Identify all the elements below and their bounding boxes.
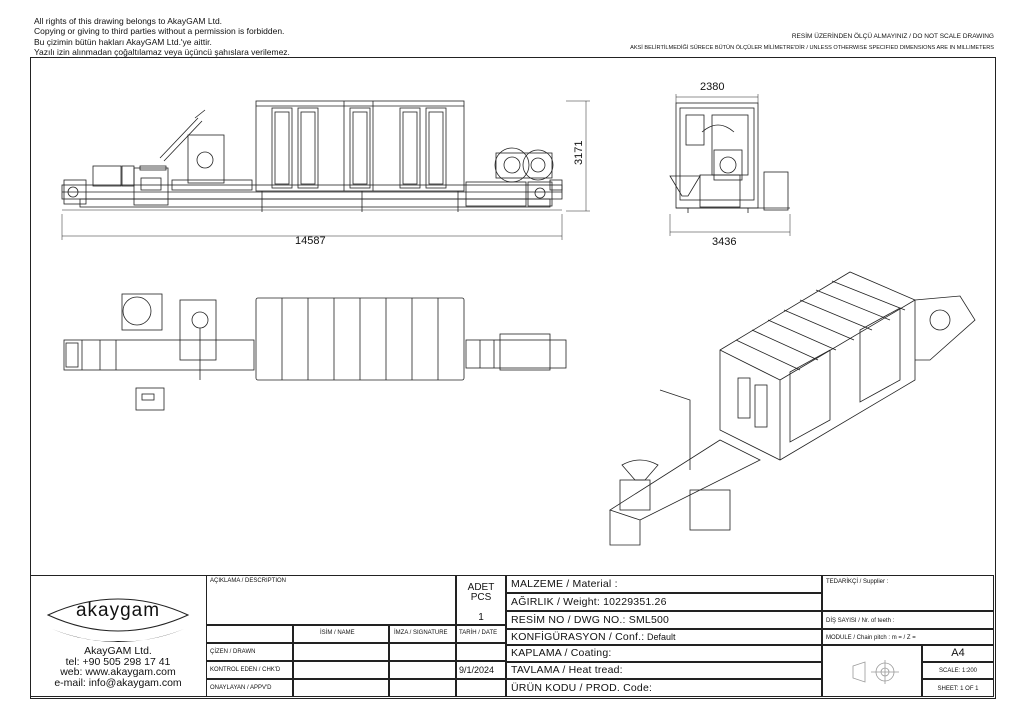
units-notice: AKSİ BELİRTİLMEDİĞİ SÜRECE BÜTÜN ÖLÇÜLER MİLİMETRE'DİR / UNLESS OTHERWISE SPECIFIED DIMENSIONS ARE IN MILLIMETERS — [630, 45, 994, 51]
qty-cell — [456, 575, 506, 625]
approved-label: ONAYLAYAN / APPV'D — [210, 685, 272, 691]
module-field: MODULE / Chain pitch : m = / Z = — [826, 635, 916, 641]
qty-label: ADET PCS — [467, 582, 495, 603]
coating-field: KAPLAMA / Coating: — [511, 647, 612, 659]
top-view — [64, 294, 566, 410]
copyright-en-line2: Copying or giving to third parties without a permission is forbidden. — [34, 25, 285, 36]
sheet-field: SHEET: 1 OF 1 — [937, 686, 979, 692]
logo-text: akaygam — [75, 600, 161, 621]
company-tel: tel: +90 505 298 17 41 — [65, 655, 171, 668]
signature-label: İMZA / SIGNATURE — [394, 630, 448, 636]
material-field: MALZEME / Material : — [511, 578, 618, 590]
side-view — [670, 103, 790, 213]
company-email: e-mail: info@akaygam.com — [54, 676, 182, 689]
copyright-en-line1: All rights of this drawing belongs to AkayGAM Ltd. — [34, 16, 223, 26]
dwg-no-field: RESİM NO / DWG NO.: SML500 — [511, 614, 670, 626]
dim-side-width: 3436 — [712, 236, 737, 248]
dim-length: 14587 — [295, 235, 326, 247]
checked-date: 9/1/2024 — [459, 665, 495, 675]
sheet-size: A4 — [951, 647, 965, 659]
company-name: AkayGAM Ltd. — [84, 645, 152, 657]
description-label: AÇIKLAMA / DESCRIPTION — [210, 578, 287, 584]
isometric-view — [610, 272, 975, 545]
conf-value: Default — [647, 632, 676, 642]
checked-label: KONTROL EDEN / CHK'D — [210, 667, 281, 673]
supplier-field: TEDARİKÇİ / Supplier : — [826, 579, 889, 585]
prod-code-field: ÜRÜN KODU / PROD. Code: — [511, 682, 653, 694]
front-view — [62, 101, 562, 212]
date-label: TARİH / DATE — [459, 630, 498, 636]
dim-height: 3171 — [573, 140, 585, 165]
scale-notice: RESİM ÜZERİNDEN ÖLÇÜ ALMAYINIZ / DO NOT SCALE DRAWING — [791, 33, 994, 40]
teeth-field: DİŞ SAYISI / Nr. of teeth : — [826, 618, 895, 624]
company-web: web: www.akaygam.com — [60, 666, 176, 678]
projection-symbol-icon — [823, 646, 923, 698]
conf-field: KONFİGÜRASYON / Conf.: — [511, 631, 645, 643]
copyright-tr-line1: Bu çizimin bütün hakları AkayGAM Ltd.'ye aittir. — [34, 37, 212, 47]
copyright-tr-line2: Yazılı izin alınmadan çoğaltılamaz veya üçüncü şahıslara verilemez. — [34, 46, 290, 57]
scale-field: SCALE: 1:200 — [938, 668, 978, 674]
drawn-label: ÇİZEN / DRAWN — [210, 649, 256, 655]
name-label: İSİM / NAME — [320, 630, 355, 636]
projection-cell — [822, 645, 922, 697]
qty-value: 1 — [478, 612, 484, 623]
dim-top-width: 2380 — [700, 81, 725, 93]
description-cell — [206, 575, 456, 625]
weight-field: AĞIRLIK / Weight: 10229351.26 — [511, 596, 667, 608]
heat-field: TAVLAMA / Heat tread: — [511, 664, 623, 676]
